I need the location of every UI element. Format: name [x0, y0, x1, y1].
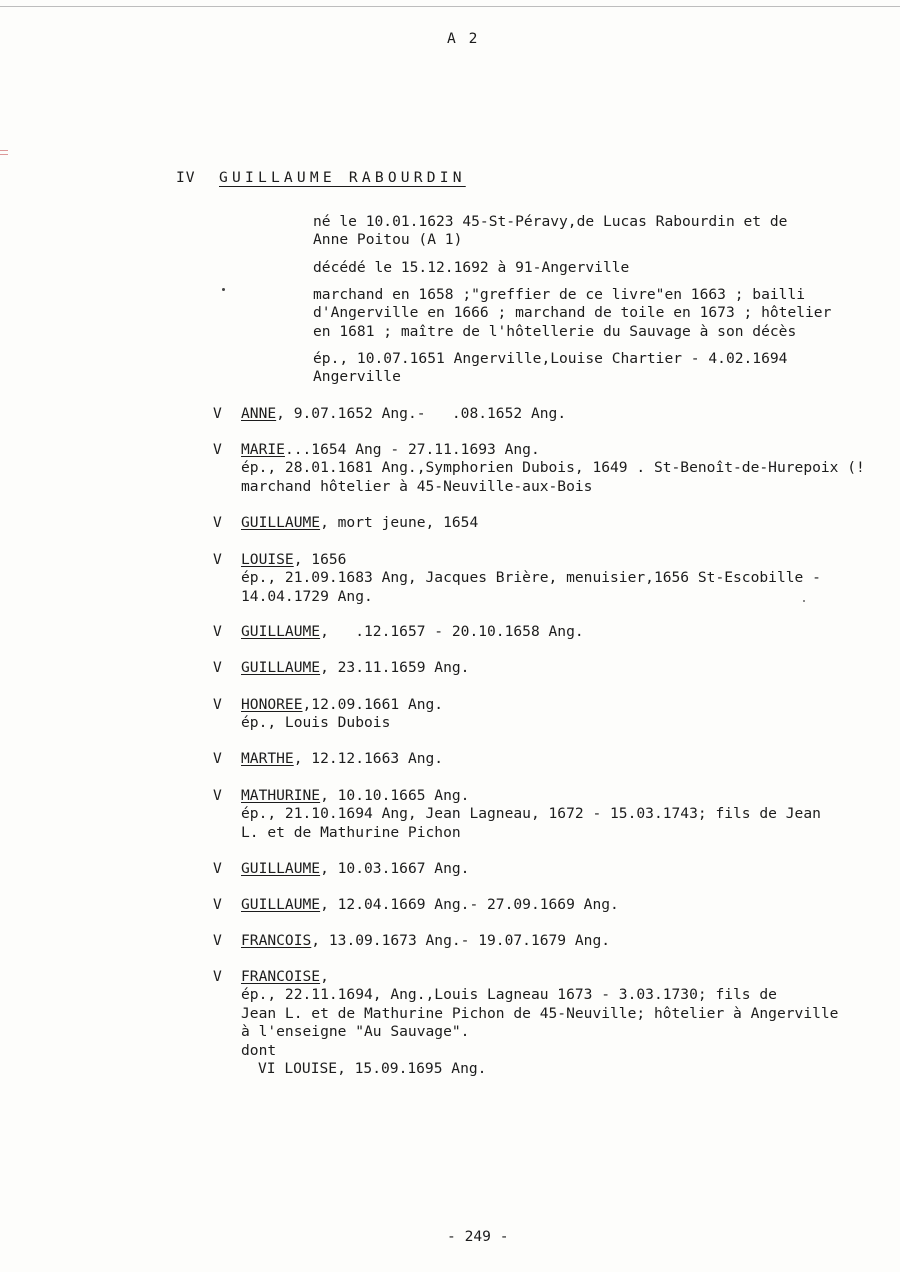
child-name: GUILLAUME — [241, 860, 321, 877]
main-info-occupation — [313, 286, 831, 341]
child-generation: V — [213, 860, 222, 877]
generation-label: IV — [176, 169, 196, 186]
child-detail: à l'enseigne "Au Sauvage". — [241, 1023, 470, 1041]
info-line: Angerville — [313, 368, 401, 386]
child-generation: V — [213, 441, 222, 458]
child-detail: ép., 21.10.1694 Ang, Jean Lagneau, 1672 - 15.03.1743; fils de Jean — [241, 805, 821, 823]
child-generation: V — [213, 623, 222, 640]
child-generation: V — [213, 551, 222, 568]
header-code: A 2 — [447, 30, 480, 47]
child-generation: V — [213, 968, 222, 985]
child-name: FRANCOIS — [241, 932, 312, 949]
child-name: GUILLAUME — [241, 623, 321, 640]
child-detail: , 9.07.1652 Ang.- .08.1652 Ang. — [276, 405, 567, 422]
child-detail: ,12.09.1661 Ang. — [302, 696, 444, 713]
margin-dot — [222, 288, 225, 291]
child-detail: , 13.09.1673 Ang.- 19.07.1679 Ang. — [311, 932, 611, 949]
info-line: en 1681 ; maître de l'hôtellerie du Sauvage à son décès — [313, 322, 797, 340]
child-name: MARTHE — [241, 750, 294, 767]
child-detail: dont — [241, 1041, 277, 1059]
child-detail: , 10.03.1667 Ang. — [320, 860, 470, 877]
child-detail: , 10.10.1665 Ang. — [320, 787, 470, 804]
child-name: GUILLAUME — [241, 514, 321, 531]
stray-mark — [803, 600, 805, 602]
child-detail: ép., Louis Dubois — [241, 714, 391, 732]
child-detail: , 12.04.1669 Ang.- 27.09.1669 Ang. — [320, 896, 619, 913]
child-name: LOUISE — [241, 551, 294, 568]
info-line: né le 10.01.1623 45-St-Péravy,de Lucas Rabourdin et de — [313, 213, 788, 230]
child-generation: V — [213, 659, 222, 676]
scan-edge-mark — [0, 154, 8, 155]
info-line: d'Angerville en 1666 ; marchand de toile en 1673 ; hôtelier — [313, 304, 832, 322]
child-name: ANNE — [241, 405, 277, 422]
grandchild-line: VI LOUISE, 15.09.1695 Ang. — [258, 1059, 487, 1077]
child-detail: Jean L. et de Mathurine Pichon de 45-Neuville; hôtelier à Angerville — [241, 1004, 839, 1022]
info-line: ép., 10.07.1651 Angerville,Louise Chartier - 4.02.1694 — [313, 350, 788, 367]
child-detail: ...1654 Ang - 27.11.1693 Ang. — [284, 441, 540, 458]
main-info-marriage — [313, 350, 787, 387]
child-detail: ép., 28.01.1681 Ang.,Symphorien Dubois, 1649 . St-Benoît-de-Hurepoix (! — [241, 459, 865, 477]
child-detail: , 1656 — [293, 551, 347, 568]
child-generation: V — [213, 896, 222, 913]
scan-edge-mark — [0, 150, 8, 151]
child-generation: V — [213, 696, 222, 713]
child-detail: L. et de Mathurine Pichon — [241, 823, 461, 841]
child-name: MATHURINE — [241, 787, 321, 804]
child-name: GUILLAUME — [241, 659, 321, 676]
child-detail: , 12.12.1663 Ang. — [293, 750, 444, 767]
child-detail: marchand hôtelier à 45-Neuville-aux-Bois — [241, 477, 593, 495]
child-detail: 14.04.1729 Ang. — [241, 587, 373, 605]
child-name: MARIE — [241, 441, 285, 458]
child-generation: V — [213, 514, 222, 531]
child-generation: V — [213, 750, 222, 767]
child-generation: V — [213, 787, 222, 804]
child-name: FRANCOISE — [241, 968, 321, 985]
child-generation: V — [213, 405, 222, 422]
main-info-birth — [313, 213, 787, 250]
scan-top-edge-line — [0, 6, 900, 7]
page-number: - 249 - — [447, 1228, 509, 1245]
child-generation: V — [213, 932, 222, 949]
child-detail: , .12.1657 - 20.10.1658 Ang. — [320, 623, 584, 640]
child-detail: , mort jeune, 1654 — [320, 514, 479, 531]
child-name: HONOREE — [241, 696, 303, 713]
page-title: GUILLAUME RABOURDIN — [219, 169, 466, 186]
child-detail: , — [320, 968, 329, 985]
child-detail: ép., 21.09.1683 Ang, Jacques Brière, menuisier,1656 St-Escobille - — [241, 569, 821, 587]
child-detail: , 23.11.1659 Ang. — [320, 659, 470, 676]
main-info-death — [313, 259, 629, 277]
info-line: Anne Poitou (A 1) — [313, 231, 463, 249]
child-detail: ép., 22.11.1694, Ang.,Louis Lagneau 1673 - 3.03.1730; fils de — [241, 986, 777, 1004]
info-line: marchand en 1658 ;"greffier de ce livre"en 1663 ; bailli — [313, 286, 806, 303]
child-name: GUILLAUME — [241, 896, 321, 913]
info-line: décédé le 15.12.1692 à 91-Angerville — [313, 259, 630, 276]
